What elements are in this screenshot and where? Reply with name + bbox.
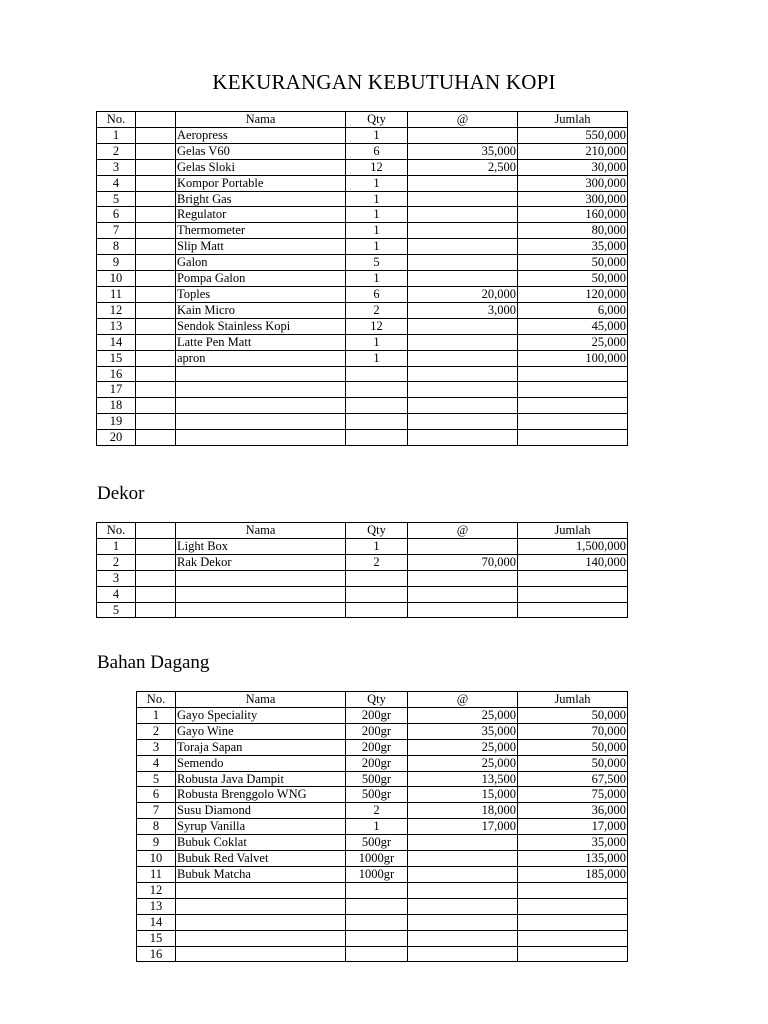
cell-no: 14 xyxy=(97,334,136,350)
cell-at xyxy=(408,127,518,143)
cell-no: 16 xyxy=(137,946,176,962)
cell-no: 4 xyxy=(137,755,176,771)
cell-nama: Bubuk Red Valvet xyxy=(176,851,346,867)
cell-jumlah: 45,000 xyxy=(518,318,628,334)
header-at: @ xyxy=(408,523,518,539)
cell-no: 1 xyxy=(137,707,176,723)
cell-at xyxy=(408,898,518,914)
cell-no: 3 xyxy=(97,570,136,586)
cell-nama: Susu Diamond xyxy=(176,803,346,819)
cell-no: 3 xyxy=(137,739,176,755)
cell-no: 7 xyxy=(97,223,136,239)
header-no: No. xyxy=(97,523,136,539)
cell-no: 18 xyxy=(97,398,136,414)
cell-nama: Toraja Sapan xyxy=(176,739,346,755)
spacer-cell xyxy=(136,223,176,239)
cell-at xyxy=(408,271,518,287)
cell-qty xyxy=(346,898,408,914)
cell-qty xyxy=(346,914,408,930)
cell-no: 6 xyxy=(97,207,136,223)
cell-at: 35,000 xyxy=(408,143,518,159)
cell-jumlah: 120,000 xyxy=(518,286,628,302)
cell-at xyxy=(408,255,518,271)
cell-qty: 6 xyxy=(346,286,408,302)
cell-jumlah: 25,000 xyxy=(518,334,628,350)
table-row xyxy=(137,851,628,867)
cell-qty: 1 xyxy=(346,334,408,350)
cell-no: 5 xyxy=(97,191,136,207)
header-jumlah: Jumlah xyxy=(518,523,628,539)
cell-qty: 12 xyxy=(346,159,408,175)
cell-jumlah xyxy=(518,586,628,602)
cell-jumlah: 550,000 xyxy=(518,127,628,143)
cell-jumlah: 140,000 xyxy=(518,554,628,570)
header-nama: Nama xyxy=(176,692,346,708)
cell-qty: 1 xyxy=(346,191,408,207)
cell-nama: Robusta Java Dampit xyxy=(176,771,346,787)
cell-nama xyxy=(176,382,346,398)
header-jumlah: Jumlah xyxy=(518,692,628,708)
cell-at: 15,000 xyxy=(408,787,518,803)
cell-nama xyxy=(176,430,346,446)
cell-nama: Slip Matt xyxy=(176,239,346,255)
cell-jumlah xyxy=(518,570,628,586)
header-at: @ xyxy=(408,692,518,708)
cell-jumlah xyxy=(518,382,628,398)
cell-at: 17,000 xyxy=(408,819,518,835)
cell-no: 4 xyxy=(97,175,136,191)
cell-at xyxy=(408,207,518,223)
cell-qty: 1000gr xyxy=(346,866,408,882)
cell-no: 8 xyxy=(137,819,176,835)
cell-qty xyxy=(346,430,408,446)
spacer-cell xyxy=(136,366,176,382)
table-row xyxy=(137,787,628,803)
cell-jumlah: 67,500 xyxy=(518,771,628,787)
cell-qty xyxy=(346,414,408,430)
table-row xyxy=(97,143,628,159)
cell-nama: Gelas V60 xyxy=(176,143,346,159)
spacer-cell xyxy=(136,143,176,159)
cell-jumlah: 50,000 xyxy=(518,739,628,755)
cell-no: 2 xyxy=(97,554,136,570)
cell-nama: Semendo xyxy=(176,755,346,771)
cell-nama xyxy=(176,930,346,946)
table-row xyxy=(97,430,628,446)
header-row xyxy=(137,692,628,708)
table-row xyxy=(97,318,628,334)
cell-qty: 2 xyxy=(346,554,408,570)
cell-at xyxy=(408,382,518,398)
spacer-cell xyxy=(136,207,176,223)
cell-qty: 1000gr xyxy=(346,851,408,867)
cell-nama xyxy=(176,898,346,914)
cell-jumlah xyxy=(518,930,628,946)
cell-qty: 1 xyxy=(346,538,408,554)
cell-at xyxy=(408,930,518,946)
cell-nama: Pompa Galon xyxy=(176,271,346,287)
cell-qty: 2 xyxy=(346,803,408,819)
cell-jumlah: 300,000 xyxy=(518,175,628,191)
cell-at xyxy=(408,318,518,334)
cell-no: 3 xyxy=(97,159,136,175)
cell-at xyxy=(408,191,518,207)
cell-jumlah xyxy=(518,414,628,430)
header-row xyxy=(97,523,628,539)
cell-nama xyxy=(176,586,346,602)
cell-qty: 1 xyxy=(346,271,408,287)
spacer-cell xyxy=(136,318,176,334)
cell-qty: 1 xyxy=(346,207,408,223)
cell-no: 1 xyxy=(97,127,136,143)
cell-at: 3,000 xyxy=(408,302,518,318)
table-row xyxy=(97,159,628,175)
cell-nama: Rak Dekor xyxy=(176,554,346,570)
cell-at xyxy=(408,882,518,898)
table-row xyxy=(137,707,628,723)
cell-jumlah: 35,000 xyxy=(518,239,628,255)
cell-nama xyxy=(176,914,346,930)
cell-qty: 1 xyxy=(346,175,408,191)
cell-no: 9 xyxy=(137,835,176,851)
table-row xyxy=(97,398,628,414)
spacer-cell xyxy=(136,302,176,318)
cell-nama xyxy=(176,414,346,430)
cell-no: 5 xyxy=(97,602,136,618)
table-row xyxy=(137,755,628,771)
spacer-cell xyxy=(136,191,176,207)
cell-at xyxy=(408,239,518,255)
cell-no: 16 xyxy=(97,366,136,382)
table-row xyxy=(97,286,628,302)
cell-nama: apron xyxy=(176,350,346,366)
table-row xyxy=(137,835,628,851)
cell-jumlah xyxy=(518,602,628,618)
cell-qty xyxy=(346,570,408,586)
cell-nama: Gayo Speciality xyxy=(176,707,346,723)
cell-qty: 200gr xyxy=(346,707,408,723)
cell-at xyxy=(408,570,518,586)
cell-at xyxy=(408,586,518,602)
cell-no: 1 xyxy=(97,538,136,554)
cell-no: 19 xyxy=(97,414,136,430)
cell-nama: Syrup Vanilla xyxy=(176,819,346,835)
main-table xyxy=(96,111,628,446)
header-qty: Qty xyxy=(346,112,408,128)
table-row xyxy=(97,239,628,255)
spacer-cell xyxy=(136,255,176,271)
cell-jumlah: 30,000 xyxy=(518,159,628,175)
cell-qty xyxy=(346,930,408,946)
cell-nama: Light Box xyxy=(176,538,346,554)
cell-qty xyxy=(346,586,408,602)
cell-no: 2 xyxy=(97,143,136,159)
table-row xyxy=(137,914,628,930)
cell-qty: 12 xyxy=(346,318,408,334)
cell-at xyxy=(408,398,518,414)
cell-qty: 5 xyxy=(346,255,408,271)
cell-at xyxy=(408,223,518,239)
cell-no: 8 xyxy=(97,239,136,255)
cell-jumlah: 160,000 xyxy=(518,207,628,223)
table-row xyxy=(137,866,628,882)
cell-nama: Thermometer xyxy=(176,223,346,239)
cell-nama: Robusta Brenggolo WNG xyxy=(176,787,346,803)
cell-no: 4 xyxy=(97,586,136,602)
cell-at xyxy=(408,175,518,191)
spacer-cell xyxy=(136,175,176,191)
cell-at xyxy=(408,414,518,430)
dekor-heading: Dekor xyxy=(97,483,145,504)
cell-nama: Sendok Stainless Kopi xyxy=(176,318,346,334)
header-no: No. xyxy=(137,692,176,708)
header-row xyxy=(97,112,628,128)
cell-at: 18,000 xyxy=(408,803,518,819)
cell-jumlah xyxy=(518,914,628,930)
table-row xyxy=(97,223,628,239)
cell-no: 10 xyxy=(97,271,136,287)
spacer-cell xyxy=(136,350,176,366)
cell-qty: 1 xyxy=(346,127,408,143)
cell-qty xyxy=(346,602,408,618)
cell-qty: 1 xyxy=(346,239,408,255)
cell-nama: Bright Gas xyxy=(176,191,346,207)
cell-qty: 1 xyxy=(346,350,408,366)
cell-qty: 1 xyxy=(346,819,408,835)
cell-qty: 500gr xyxy=(346,787,408,803)
table-row xyxy=(137,819,628,835)
spacer-cell xyxy=(136,570,176,586)
table-row xyxy=(97,366,628,382)
cell-at: 2,500 xyxy=(408,159,518,175)
cell-qty xyxy=(346,882,408,898)
cell-no: 13 xyxy=(97,318,136,334)
cell-no: 6 xyxy=(137,787,176,803)
cell-jumlah: 80,000 xyxy=(518,223,628,239)
table-row xyxy=(137,723,628,739)
cell-jumlah: 300,000 xyxy=(518,191,628,207)
cell-qty xyxy=(346,366,408,382)
cell-qty: 200gr xyxy=(346,755,408,771)
spacer-cell xyxy=(136,334,176,350)
spacer-cell xyxy=(136,398,176,414)
cell-jumlah xyxy=(518,946,628,962)
spacer-cell xyxy=(136,414,176,430)
header-jumlah: Jumlah xyxy=(518,112,628,128)
bahan-dagang-heading: Bahan Dagang xyxy=(97,652,210,673)
cell-no: 7 xyxy=(137,803,176,819)
spacer-cell xyxy=(136,430,176,446)
cell-jumlah: 6,000 xyxy=(518,302,628,318)
table-row xyxy=(137,803,628,819)
cell-at: 25,000 xyxy=(408,739,518,755)
cell-at xyxy=(408,350,518,366)
cell-jumlah: 35,000 xyxy=(518,835,628,851)
table-row xyxy=(97,602,628,618)
table-row xyxy=(97,538,628,554)
table-row xyxy=(97,191,628,207)
cell-at xyxy=(408,366,518,382)
cell-qty: 200gr xyxy=(346,723,408,739)
cell-no: 15 xyxy=(137,930,176,946)
cell-nama: Latte Pen Matt xyxy=(176,334,346,350)
cell-at xyxy=(408,538,518,554)
cell-no: 20 xyxy=(97,430,136,446)
table-row xyxy=(97,554,628,570)
cell-nama: Aeropress xyxy=(176,127,346,143)
cell-nama: Toples xyxy=(176,286,346,302)
cell-nama: Regulator xyxy=(176,207,346,223)
dekor-table xyxy=(96,522,628,618)
spacer-cell xyxy=(136,112,176,128)
cell-qty: 500gr xyxy=(346,835,408,851)
cell-qty xyxy=(346,946,408,962)
spacer-cell xyxy=(136,538,176,554)
table-row xyxy=(97,414,628,430)
table-row xyxy=(97,175,628,191)
cell-nama xyxy=(176,602,346,618)
cell-jumlah: 50,000 xyxy=(518,255,628,271)
cell-qty: 500gr xyxy=(346,771,408,787)
table-row xyxy=(97,350,628,366)
cell-at: 13,500 xyxy=(408,771,518,787)
cell-qty xyxy=(346,398,408,414)
table-row xyxy=(137,771,628,787)
spacer-cell xyxy=(136,127,176,143)
spacer-cell xyxy=(136,286,176,302)
cell-qty: 6 xyxy=(346,143,408,159)
header-nama: Nama xyxy=(176,112,346,128)
cell-at xyxy=(408,866,518,882)
cell-at xyxy=(408,602,518,618)
cell-qty: 200gr xyxy=(346,739,408,755)
cell-no: 17 xyxy=(97,382,136,398)
cell-jumlah: 100,000 xyxy=(518,350,628,366)
cell-no: 2 xyxy=(137,723,176,739)
table-row xyxy=(97,302,628,318)
cell-nama xyxy=(176,946,346,962)
cell-nama xyxy=(176,882,346,898)
cell-at xyxy=(408,334,518,350)
cell-at: 70,000 xyxy=(408,554,518,570)
table-row xyxy=(97,382,628,398)
cell-jumlah: 50,000 xyxy=(518,707,628,723)
cell-at xyxy=(408,430,518,446)
cell-jumlah xyxy=(518,398,628,414)
table-row xyxy=(137,930,628,946)
cell-no: 5 xyxy=(137,771,176,787)
cell-qty xyxy=(346,382,408,398)
header-qty: Qty xyxy=(346,523,408,539)
table-row xyxy=(137,898,628,914)
spacer-cell xyxy=(136,239,176,255)
table-row xyxy=(137,946,628,962)
table-row xyxy=(137,739,628,755)
cell-at: 25,000 xyxy=(408,707,518,723)
cell-nama: Kain Micro xyxy=(176,302,346,318)
spacer-cell xyxy=(136,159,176,175)
cell-jumlah: 36,000 xyxy=(518,803,628,819)
spacer-cell xyxy=(136,586,176,602)
cell-nama xyxy=(176,366,346,382)
cell-nama: Bubuk Matcha xyxy=(176,866,346,882)
table-row xyxy=(97,271,628,287)
cell-no: 10 xyxy=(137,851,176,867)
table-row xyxy=(137,882,628,898)
cell-no: 9 xyxy=(97,255,136,271)
cell-at: 25,000 xyxy=(408,755,518,771)
cell-jumlah xyxy=(518,430,628,446)
cell-jumlah: 185,000 xyxy=(518,866,628,882)
cell-no: 15 xyxy=(97,350,136,366)
cell-at xyxy=(408,835,518,851)
cell-at xyxy=(408,851,518,867)
spacer-cell xyxy=(136,523,176,539)
cell-nama xyxy=(176,570,346,586)
cell-at: 20,000 xyxy=(408,286,518,302)
cell-nama xyxy=(176,398,346,414)
cell-jumlah xyxy=(518,366,628,382)
header-nama: Nama xyxy=(176,523,346,539)
table-row xyxy=(97,207,628,223)
cell-nama: Galon xyxy=(176,255,346,271)
cell-at: 35,000 xyxy=(408,723,518,739)
cell-jumlah xyxy=(518,882,628,898)
cell-nama: Gelas Sloki xyxy=(176,159,346,175)
table-row xyxy=(97,570,628,586)
bahan-dagang-table xyxy=(136,691,628,962)
table-row xyxy=(97,334,628,350)
cell-at xyxy=(408,946,518,962)
spacer-cell xyxy=(136,602,176,618)
header-qty: Qty xyxy=(346,692,408,708)
cell-jumlah: 210,000 xyxy=(518,143,628,159)
cell-jumlah xyxy=(518,898,628,914)
table-row xyxy=(97,127,628,143)
spacer-cell xyxy=(136,554,176,570)
cell-qty: 2 xyxy=(346,302,408,318)
spacer-cell xyxy=(136,271,176,287)
page-title: KEKURANGAN KEBUTUHAN KOPI xyxy=(212,70,556,94)
table-row xyxy=(97,255,628,271)
table-row xyxy=(97,586,628,602)
cell-no: 12 xyxy=(97,302,136,318)
cell-nama: Bubuk Coklat xyxy=(176,835,346,851)
cell-nama: Gayo Wine xyxy=(176,723,346,739)
cell-jumlah: 17,000 xyxy=(518,819,628,835)
cell-at xyxy=(408,914,518,930)
cell-nama: Kompor Portable xyxy=(176,175,346,191)
header-no: No. xyxy=(97,112,136,128)
cell-no: 14 xyxy=(137,914,176,930)
cell-jumlah: 1,500,000 xyxy=(518,538,628,554)
cell-qty: 1 xyxy=(346,223,408,239)
cell-no: 13 xyxy=(137,898,176,914)
header-at: @ xyxy=(408,112,518,128)
cell-no: 12 xyxy=(137,882,176,898)
cell-jumlah: 50,000 xyxy=(518,755,628,771)
cell-jumlah: 70,000 xyxy=(518,723,628,739)
cell-jumlah: 75,000 xyxy=(518,787,628,803)
cell-no: 11 xyxy=(137,866,176,882)
spacer-cell xyxy=(136,382,176,398)
cell-no: 11 xyxy=(97,286,136,302)
cell-jumlah: 135,000 xyxy=(518,851,628,867)
cell-jumlah: 50,000 xyxy=(518,271,628,287)
